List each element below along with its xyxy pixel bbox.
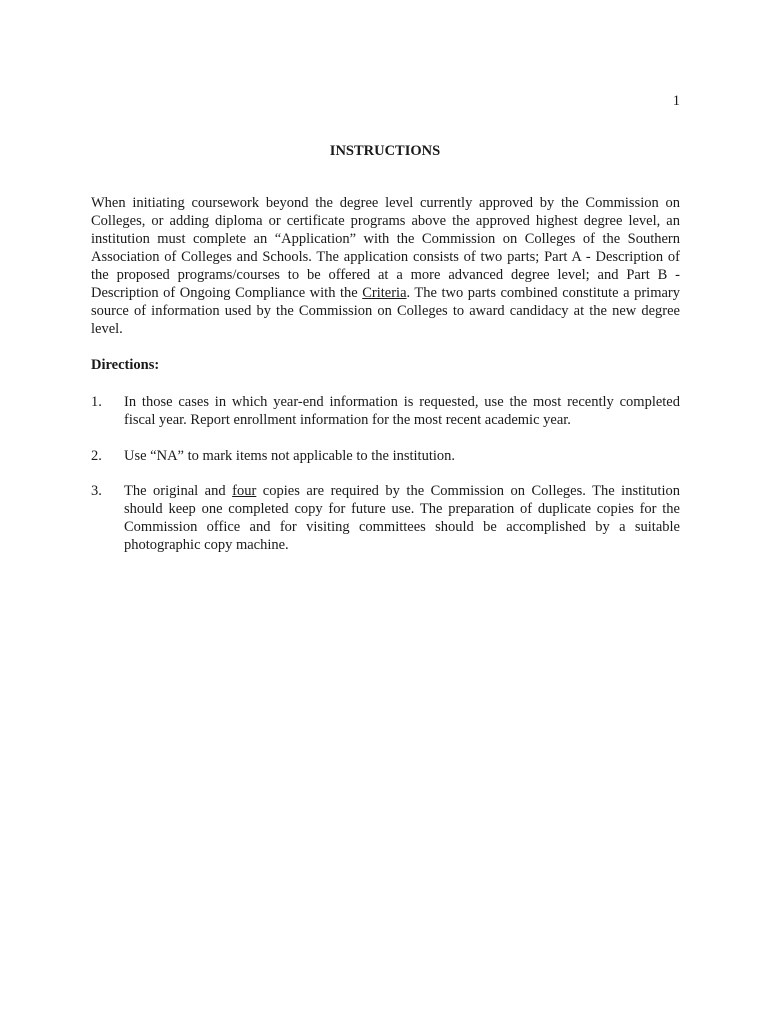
item-text-end: copies are required by the Commission on Colleges. The institution should keep one completed copy for future use. The preparation of duplicate copies for the Commission office and for visiting committees should be accomplished by a suitable photographic copy machine. bbox=[124, 483, 680, 553]
direction-item-2 bbox=[91, 447, 680, 465]
intro-paragraph bbox=[91, 194, 680, 338]
intro-text-start: When initiating coursework beyond the degree level currently approved by the Commission on Colleges, or adding diploma or certificate programs above the approved highest degree level, an institution must complete an “Application” with the Commission on Colleges of the Southern Association of Colleges and Schools. The application consists of two parts; Part A - Description of the proposed programs/courses to be offered at a more advanced degree level; and Part B - Description of Ongoing Compliance with the bbox=[91, 195, 680, 301]
item-text-start: The original and bbox=[124, 483, 233, 499]
item-text bbox=[124, 482, 680, 554]
page-title: INSTRUCTIONS bbox=[329, 143, 441, 159]
intro-text-end: . The two parts combined constitute a primary source of information used by the Commission on Colleges to award candidacy at the new degree level. bbox=[91, 285, 680, 337]
directions-heading: Directions: bbox=[91, 357, 160, 373]
page-number: 1 bbox=[672, 93, 680, 109]
item-number: 2. bbox=[91, 448, 102, 464]
direction-item-3 bbox=[91, 482, 680, 554]
direction-item-1 bbox=[91, 393, 680, 429]
item-text: In those cases in which year-end information is requested, use the most recently completed fiscal year. Report enrollment information for the most recent academic year. bbox=[124, 394, 680, 428]
four-underlined-text: four bbox=[232, 483, 257, 499]
item-number: 1. bbox=[91, 394, 102, 410]
item-number: 3. bbox=[91, 483, 102, 499]
criteria-underlined-text: Criteria bbox=[362, 285, 407, 301]
item-text: Use “NA” to mark items not applicable to the institution. bbox=[124, 448, 456, 464]
